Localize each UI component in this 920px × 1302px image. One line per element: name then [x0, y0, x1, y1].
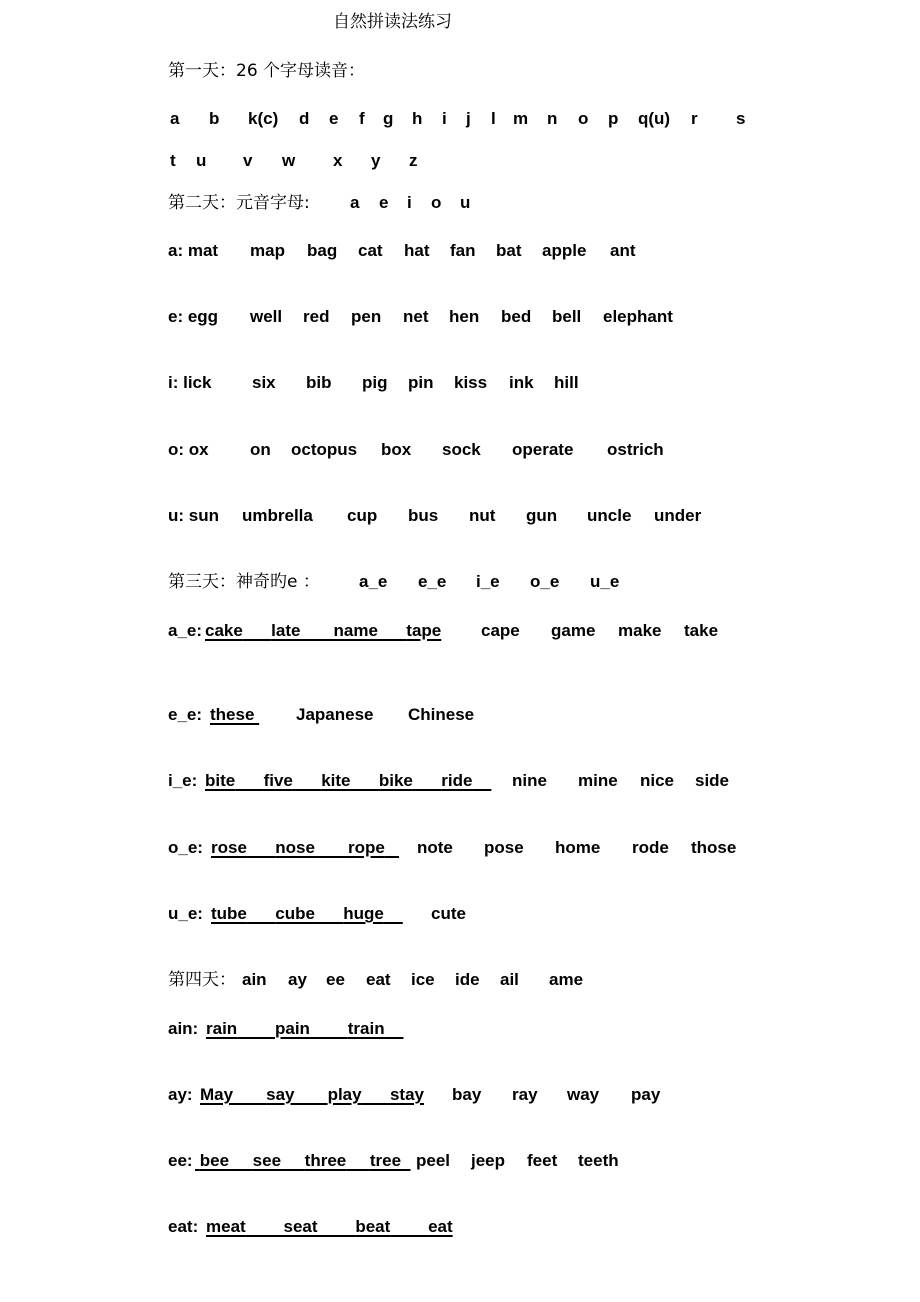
vowel-a-row: [0, 239, 636, 263]
word: side: [695, 771, 730, 790]
word: net: [403, 307, 429, 326]
word: bite: [205, 771, 236, 790]
vowel: u: [460, 193, 471, 212]
word: cube: [275, 904, 315, 923]
word: nut: [469, 506, 496, 525]
word: see: [252, 1151, 282, 1170]
word: ride: [441, 771, 473, 790]
word: make: [618, 621, 662, 640]
word: bed: [501, 307, 532, 326]
row-label: i_e:: [168, 771, 198, 790]
word: beat: [355, 1217, 391, 1236]
word: pig: [362, 373, 388, 392]
ay-row: [0, 1083, 661, 1107]
word: game: [551, 621, 596, 640]
letter: t: [170, 151, 176, 170]
word: kiss: [454, 373, 488, 392]
pattern: ame: [549, 970, 584, 989]
word: rode: [632, 838, 669, 857]
word: bell: [552, 307, 582, 326]
word: home: [555, 838, 601, 857]
word: on: [250, 440, 271, 459]
word: tape: [406, 621, 442, 640]
word: play: [327, 1085, 362, 1104]
word: name: [333, 621, 378, 640]
eat-row: [0, 1215, 453, 1239]
letter: b: [209, 109, 220, 128]
day2-heading: 第二天：元音字母:: [168, 193, 310, 213]
pattern: ain: [242, 970, 267, 989]
word: mine: [578, 771, 618, 790]
i_e-row: [0, 769, 730, 793]
pattern: ide: [455, 970, 480, 989]
row-label: a_e:: [168, 621, 203, 640]
e_e-row: [0, 703, 475, 727]
pattern: ail: [500, 970, 519, 989]
word: way: [567, 1085, 600, 1104]
word: bay: [452, 1085, 482, 1104]
letter: e: [329, 109, 339, 128]
word: note: [417, 838, 453, 857]
underlined-words: [210, 703, 259, 727]
word: sock: [442, 440, 481, 459]
day3-heading: 第三天：神奇旳e ：: [168, 572, 320, 592]
word: rose: [211, 838, 247, 857]
word: stay: [389, 1085, 424, 1104]
word: those: [691, 838, 737, 857]
word: say: [266, 1085, 295, 1104]
page-title: 自然拼读法练习: [333, 12, 452, 32]
row-label: u: sun: [168, 506, 219, 525]
word: well: [250, 307, 283, 326]
u_e-row: [0, 902, 466, 926]
row-label: e_e:: [168, 705, 203, 724]
word: operate: [512, 440, 574, 459]
pattern: a_e: [359, 572, 388, 591]
letter: g: [383, 109, 394, 128]
word: nice: [640, 771, 675, 790]
word: uncle: [587, 506, 632, 525]
row-label: ain:: [168, 1019, 199, 1038]
letter: v: [243, 151, 253, 170]
word: bib: [306, 373, 332, 392]
word: five: [263, 771, 293, 790]
letter: u: [196, 151, 207, 170]
letter: a: [170, 109, 180, 128]
letter: s: [736, 109, 746, 128]
word: pin: [408, 373, 434, 392]
word: eat: [428, 1217, 453, 1236]
letter: o: [578, 109, 589, 128]
word: peel: [416, 1151, 451, 1170]
underlined-words: [211, 836, 399, 860]
word: bat: [496, 241, 522, 260]
row-label: u_e:: [168, 904, 203, 923]
letter: m: [513, 109, 529, 128]
vowel: a: [350, 193, 360, 212]
word: ostrich: [607, 440, 664, 459]
pattern: ay: [288, 970, 307, 989]
word: six: [252, 373, 276, 392]
word: teeth: [578, 1151, 619, 1170]
row-label: i: lick: [168, 373, 212, 392]
letter: w: [282, 151, 296, 170]
row-label: ee:: [168, 1151, 193, 1170]
word: cup: [347, 506, 378, 525]
day1-heading-line: [0, 59, 366, 83]
word: cat: [358, 241, 383, 260]
vowel: e: [379, 193, 389, 212]
day4-heading: 第四天：: [168, 970, 236, 990]
pattern: u_e: [590, 572, 620, 591]
word: map: [250, 241, 285, 260]
row-label: o: ox: [168, 440, 209, 459]
vowel: i: [407, 193, 412, 212]
word: nose: [275, 838, 315, 857]
word: train: [347, 1019, 385, 1038]
letter: f: [359, 109, 365, 128]
pattern: i_e: [476, 572, 500, 591]
word: Japanese: [296, 705, 374, 724]
a_e-row: [0, 619, 719, 643]
word: pen: [351, 307, 382, 326]
o_e-row: [0, 836, 737, 860]
word: umbrella: [242, 506, 313, 525]
underlined-words: [205, 619, 441, 643]
word: pain: [274, 1019, 310, 1038]
vowel-i-row: [0, 371, 579, 395]
word: ray: [512, 1085, 538, 1104]
word: red: [303, 307, 330, 326]
word: cape: [481, 621, 520, 640]
row-label: a: mat: [168, 241, 219, 260]
vowel-u-row: [0, 504, 702, 528]
underlined-words: [195, 1149, 411, 1173]
word: hill: [554, 373, 579, 392]
alphabet-row-1: [0, 107, 746, 131]
word: jeep: [471, 1151, 506, 1170]
word: bee: [199, 1151, 230, 1170]
letter: x: [333, 151, 343, 170]
letter: d: [299, 109, 310, 128]
word: elephant: [603, 307, 673, 326]
letter: k(c): [248, 109, 279, 128]
pattern: eat: [366, 970, 391, 989]
word: tube: [211, 904, 247, 923]
word: cute: [431, 904, 466, 923]
letter: q(u): [638, 109, 671, 128]
letter: z: [409, 151, 418, 170]
letter: n: [547, 109, 558, 128]
word: ant: [610, 241, 636, 260]
word: these: [210, 705, 255, 724]
row-label: eat:: [168, 1217, 199, 1236]
row-label: e: egg: [168, 307, 219, 326]
word: box: [381, 440, 412, 459]
pattern: e_e: [418, 572, 447, 591]
word: rain: [206, 1019, 238, 1038]
word: tree: [369, 1151, 402, 1170]
word: pay: [631, 1085, 661, 1104]
word: fan: [450, 241, 476, 260]
pattern: o_e: [530, 572, 560, 591]
word: gun: [526, 506, 558, 525]
letter: y: [371, 151, 381, 170]
word: hat: [404, 241, 430, 260]
word: hen: [449, 307, 480, 326]
word: ink: [509, 373, 534, 392]
day2-heading-line: [0, 191, 471, 215]
ee-row: [0, 1149, 619, 1173]
word: rope: [348, 838, 385, 857]
letter: i: [442, 109, 447, 128]
underlined-words: [205, 769, 491, 793]
word: meat: [206, 1217, 246, 1236]
word: bus: [408, 506, 439, 525]
letter: j: [466, 109, 471, 128]
word: cake: [205, 621, 243, 640]
word: Chinese: [408, 705, 475, 724]
word: pose: [484, 838, 524, 857]
letter: l: [491, 109, 496, 128]
vowel-e-row: [0, 305, 673, 329]
word: May: [200, 1085, 234, 1104]
letter: p: [608, 109, 619, 128]
word: bag: [307, 241, 338, 260]
vowel: o: [431, 193, 442, 212]
word: nine: [512, 771, 547, 790]
underlined-words: [206, 1017, 403, 1041]
word: seat: [283, 1217, 318, 1236]
day4-heading-line: [0, 968, 584, 992]
word: bike: [378, 771, 413, 790]
day3-heading-line: [0, 570, 620, 594]
word: three: [304, 1151, 347, 1170]
row-label: o_e:: [168, 838, 203, 857]
ain-row: [0, 1017, 385, 1041]
word: late: [271, 621, 301, 640]
word: take: [684, 621, 719, 640]
pattern: ice: [411, 970, 435, 989]
word: under: [654, 506, 702, 525]
row-label: ay:: [168, 1085, 193, 1104]
letter: h: [412, 109, 423, 128]
vowel-o-row: [0, 438, 664, 462]
alphabet-row-2: [0, 149, 418, 173]
word: feet: [527, 1151, 558, 1170]
pattern: ee: [326, 970, 345, 989]
word: huge: [343, 904, 384, 923]
day1-heading: 第一天：26 个字母读音：: [168, 61, 366, 81]
underlined-words: [200, 1083, 424, 1107]
word: octopus: [291, 440, 358, 459]
underlined-words: [206, 1215, 453, 1239]
letter: r: [691, 109, 698, 128]
word: kite: [321, 771, 351, 790]
underlined-words: [211, 902, 403, 926]
word: apple: [542, 241, 587, 260]
